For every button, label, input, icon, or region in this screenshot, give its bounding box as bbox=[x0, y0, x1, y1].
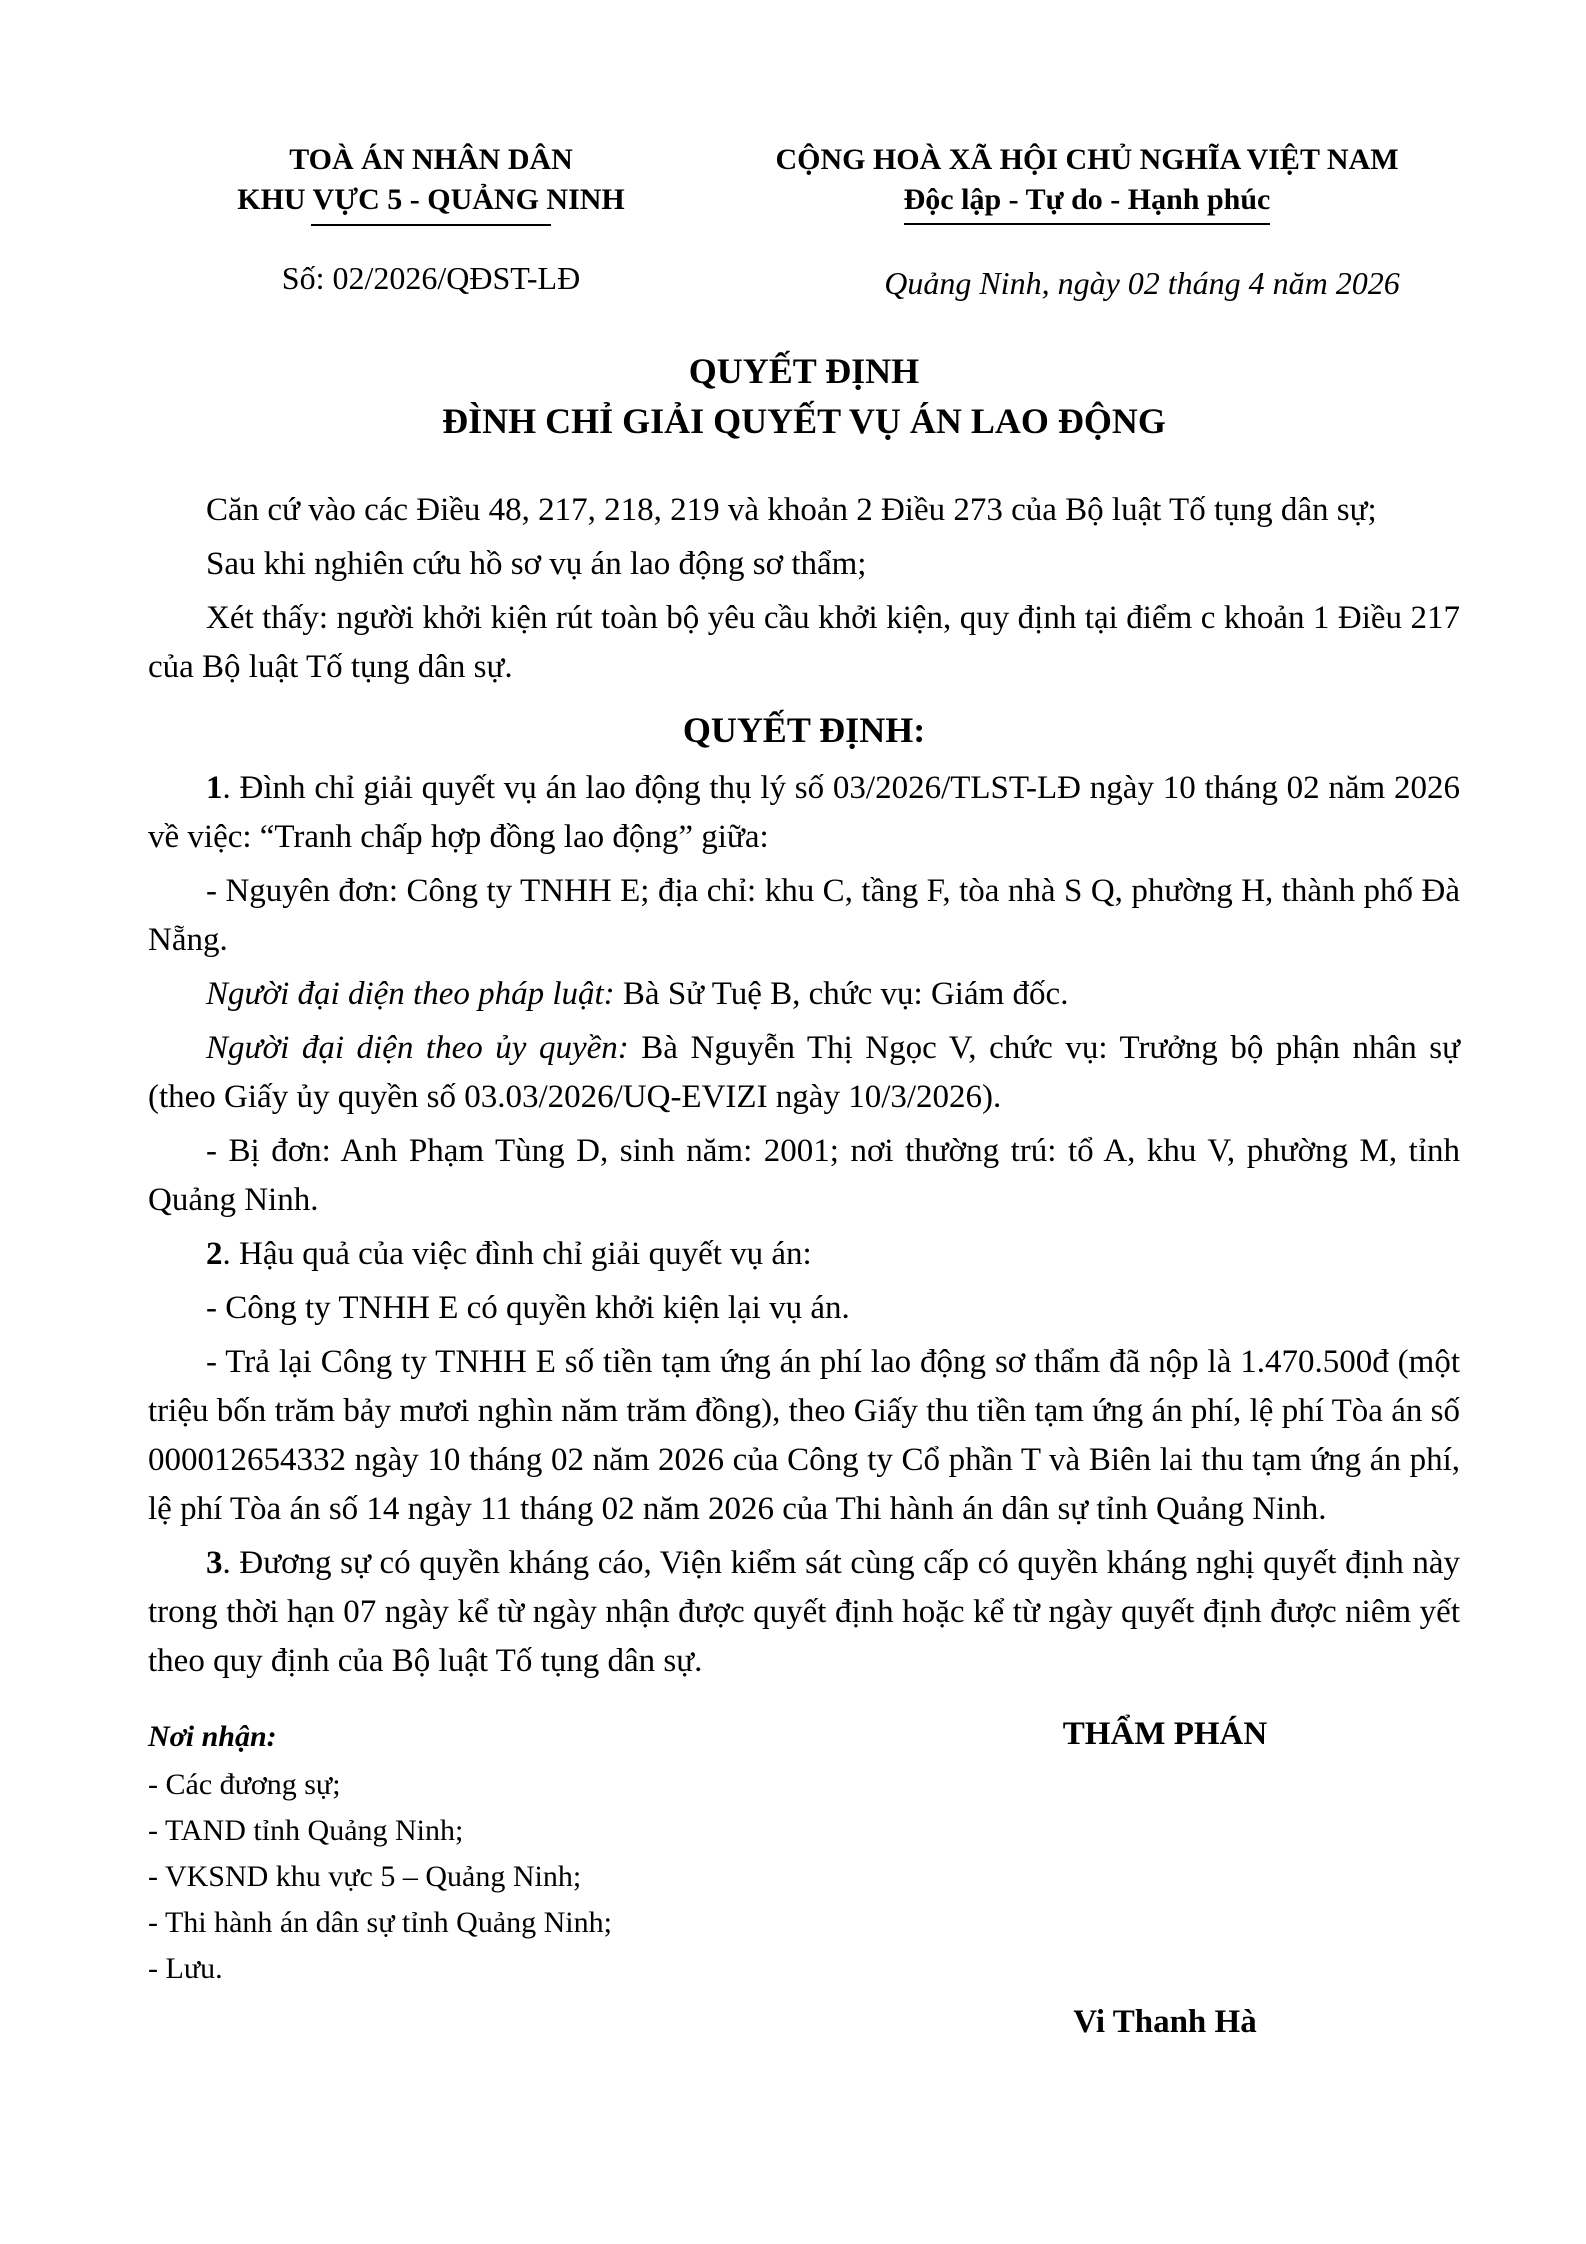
court-name-line2: KHU VỰC 5 - QUẢNG NINH bbox=[237, 183, 625, 216]
judge-name: Vi Thanh Hà bbox=[1073, 2004, 1257, 2040]
recipient-item: - TAND tỉnh Quảng Ninh; bbox=[148, 1814, 464, 1847]
legal-representative-text: Bà Sử Tuệ B, chức vụ: Giám đốc. bbox=[614, 976, 1069, 1012]
recipient-item: - Lưu. bbox=[148, 1952, 223, 1985]
authorized-representative-paragraph bbox=[148, 1024, 1460, 1122]
preamble-legal-basis: Căn cứ vào các Điều 48, 217, 218, 219 và khoản 2 Điều 273 của Bộ luật Tố tụng dân sự; bbox=[206, 492, 1377, 528]
national-header-block bbox=[714, 140, 1460, 302]
decision-heading: QUYẾT ĐỊNH: bbox=[682, 710, 926, 750]
document-title bbox=[148, 346, 1460, 446]
court-header-rule bbox=[311, 224, 551, 226]
document-number: Số: 02/2026/QĐST-LĐ bbox=[281, 260, 581, 296]
recipient-item: - VKSND khu vực 5 – Quảng Ninh; bbox=[148, 1860, 582, 1893]
item-3-text: . Đương sự có quyền kháng cáo, Viện kiểm sát cùng cấp có quyền kháng nghị quyết định này trong thời hạn 07 ngày kể từ ngày nhận được quyết định hoặc kể từ ngày quyết định được niêm yết theo quy định của Bộ luật Tố tụng dân sự. bbox=[148, 1545, 1460, 1679]
recipient-item: - Thi hành án dân sự tỉnh Quảng Ninh; bbox=[148, 1906, 612, 1939]
item-2-number: 2 bbox=[206, 1236, 223, 1272]
motto-row bbox=[714, 180, 1460, 225]
defendant-paragraph: - Bị đơn: Anh Phạm Tùng D, sinh năm: 2001; nơi thường trú: tổ A, khu V, phường M, tỉnh Quảng Ninh. bbox=[148, 1133, 1460, 1218]
item-1-text: . Đình chỉ giải quyết vụ án lao động thụ lý số 03/2026/TLST-LĐ ngày 10 tháng 02 năm 2026 về việc: “Tranh chấp hợp đồng lao động” giữa: bbox=[148, 770, 1460, 855]
document-footer bbox=[148, 1712, 1460, 2041]
court-header-block bbox=[148, 140, 714, 297]
authorized-representative-text: Bà Nguyễn Thị Ngọc V, chức vụ: Trưởng bộ phận nhân sự (theo Giấy ủy quyền số 03.03/2026/UQ-EVIZI ngày 10/3/2026). bbox=[148, 1030, 1460, 1115]
consequence-fee-refund: - Trả lại Công ty TNHH E số tiền tạm ứng án phí lao động sơ thẩm đã nộp là 1.470.500đ (một triệu bốn trăm bảy mươi nghìn năm trăm đồng), theo Giấy thu tiền tạm ứng án phí, lệ phí Tòa án số 000012654332 ngày 10 tháng 02 năm 2026 của Công ty Cổ phần T và Biên lai thu tạm ứng án phí, lệ phí Tòa án số 14 ngày 11 tháng 02 năm 2026 của Thi hành án dân sự tỉnh Quảng Ninh. bbox=[148, 1344, 1460, 1527]
consequence-refile-right: - Công ty TNHH E có quyền khởi kiện lại vụ án. bbox=[206, 1290, 850, 1326]
document-body bbox=[148, 486, 1460, 1686]
document-title-line1: QUYẾT ĐỊNH bbox=[688, 351, 920, 391]
court-name-line1: TOÀ ÁN NHÂN DÂN bbox=[289, 143, 573, 176]
decision-item-1 bbox=[148, 764, 1460, 862]
recipient-item: - Các đương sự; bbox=[148, 1768, 341, 1801]
legal-representative-paragraph bbox=[148, 970, 1460, 1019]
recipients-label: Nơi nhận: bbox=[148, 1720, 277, 1753]
signature-block bbox=[870, 1712, 1460, 2041]
document-header bbox=[148, 140, 1460, 302]
item-3-number: 3 bbox=[206, 1545, 223, 1581]
preamble-finding: Xét thấy: người khởi kiện rút toàn bộ yêu cầu khởi kiện, quy định tại điểm c khoản 1 Điều 217 của Bộ luật Tố tụng dân sự. bbox=[148, 600, 1460, 685]
republic-name: CỘNG HOÀ XÃ HỘI CHỦ NGHĨA VIỆT NAM bbox=[775, 143, 1399, 176]
item-2-text: . Hậu quả của việc đình chỉ giải quyết vụ án: bbox=[222, 1236, 812, 1272]
item-1-number: 1 bbox=[206, 770, 223, 806]
recipients-block bbox=[148, 1712, 870, 2041]
document-title-line2: ĐÌNH CHỈ GIẢI QUYẾT VỤ ÁN LAO ĐỘNG bbox=[442, 401, 1166, 441]
decision-item-3 bbox=[148, 1539, 1460, 1686]
preamble-review: Sau khi nghiên cứu hồ sơ vụ án lao động sơ thẩm; bbox=[206, 546, 867, 582]
place-date-line: Quảng Ninh, ngày 02 tháng 4 năm 2026 bbox=[884, 265, 1400, 301]
national-motto: Độc lập - Tự do - Hạnh phúc bbox=[904, 180, 1271, 225]
legal-representative-label: Người đại diện theo pháp luật: bbox=[206, 976, 615, 1012]
decision-item-2 bbox=[148, 1230, 1460, 1279]
authorized-representative-label: Người đại diện theo ủy quyền: bbox=[206, 1030, 629, 1066]
plaintiff-paragraph: - Nguyên đơn: Công ty TNHH E; địa chỉ: khu C, tầng F, tòa nhà S Q, phường H, thành phố Đà Nẵng. bbox=[148, 873, 1460, 958]
judge-title: THẨM PHÁN bbox=[1062, 1716, 1268, 1752]
